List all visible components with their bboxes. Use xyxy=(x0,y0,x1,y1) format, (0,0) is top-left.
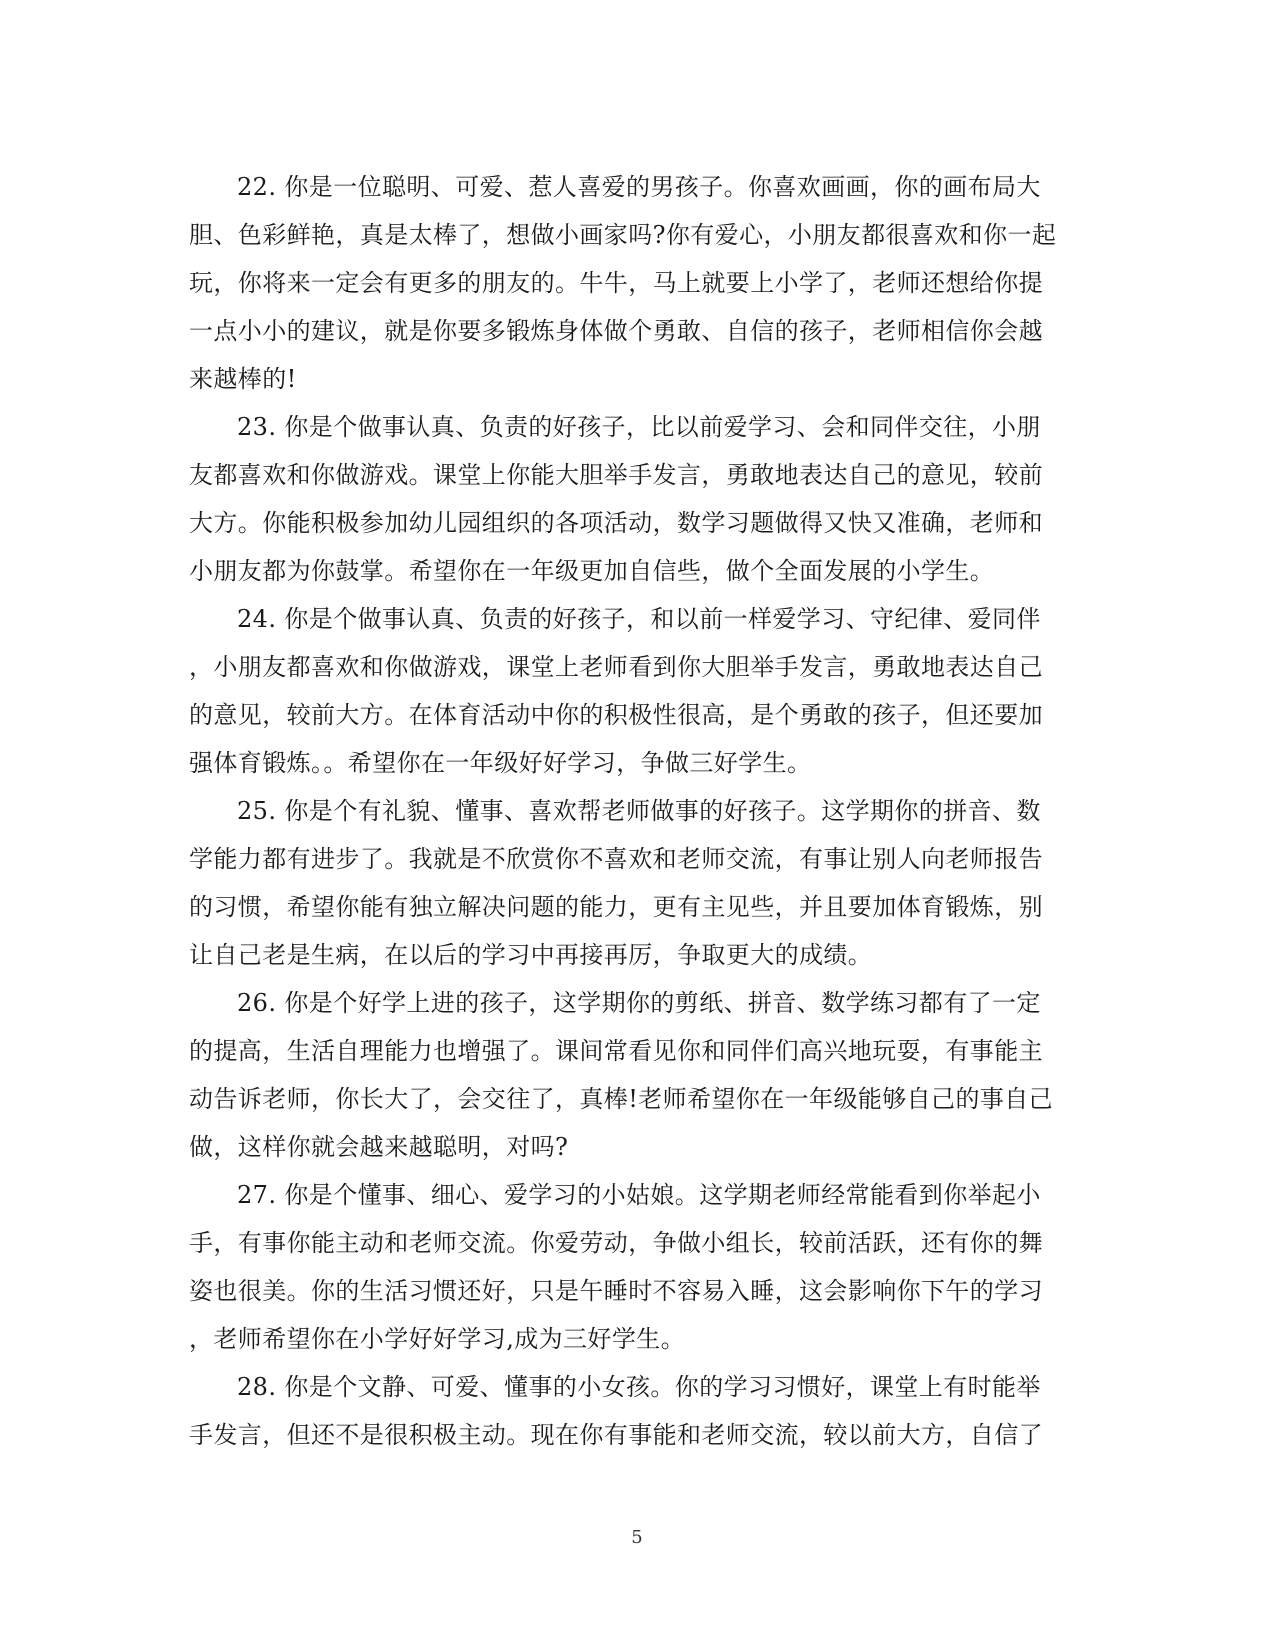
text-line: 一点小小的建议，就是你要多锻炼身体做个勇敢、自信的孩子，老师相信你会越 xyxy=(189,317,1043,345)
paragraph-25 xyxy=(189,787,1069,979)
text-line: 23. 你是个做事认真、负责的好孩子，比以前爱学习、会和同伴交往，小朋 xyxy=(237,413,1041,441)
text-line: 27. 你是个懂事、细心、爱学习的小姑娘。这学期老师经常能看到你举起小 xyxy=(237,1181,1041,1209)
text-line: 手，有事你能主动和老师交流。你爱劳动，争做小组长，较前活跃，还有你的舞 xyxy=(189,1229,1043,1257)
text-line: 做，这样你就会越来越聪明，对吗? xyxy=(189,1133,569,1161)
text-line: 小朋友都为你鼓掌。希望你在一年级更加自信些，做个全面发展的小学生。 xyxy=(189,557,995,585)
paragraph-26 xyxy=(189,979,1069,1171)
text-line: 的习惯，希望你能有独立解决问题的能力，更有主见些，并且要加体育锻炼，别 xyxy=(189,893,1043,921)
page-number: 5 xyxy=(631,1527,643,1548)
text-line: 学能力都有进步了。我就是不欣赏你不喜欢和老师交流，有事让别人向老师报告 xyxy=(189,845,1043,873)
text-line: 来越棒的! xyxy=(189,365,297,393)
text-line: 友都喜欢和你做游戏。课堂上你能大胆举手发言，勇敢地表达自己的意见，较前 xyxy=(189,461,1043,489)
text-line: 28. 你是个文静、可爱、懂事的小女孩。你的学习习惯好，课堂上有时能举 xyxy=(237,1373,1041,1401)
text-line: 玩，你将来一定会有更多的朋友的。牛牛，马上就要上小学了，老师还想给你提 xyxy=(189,269,1043,297)
text-line: 姿也很美。你的生活习惯还好，只是午睡时不容易入睡，这会影响你下午的学习 xyxy=(189,1277,1043,1305)
text-line: 24. 你是个做事认真、负责的好孩子，和以前一样爱学习、守纪律、爱同伴 xyxy=(237,605,1041,633)
text-line: 动告诉老师，你长大了，会交往了，真棒!老师希望你在一年级能够自己的事自己 xyxy=(189,1085,1054,1113)
paragraph-23 xyxy=(189,403,1069,595)
document-body xyxy=(189,163,1069,1459)
text-line: 胆、色彩鲜艳，真是太棒了，想做小画家吗?你有爱心，小朋友都很喜欢和你一起 xyxy=(189,221,1057,249)
text-line: 手发言，但还不是很积极主动。现在你有事能和老师交流，较以前大方，自信了 xyxy=(189,1421,1043,1449)
text-line: 的意见，较前大方。在体育活动中你的积极性很高，是个勇敢的孩子，但还要加 xyxy=(189,701,1043,729)
paragraph-27 xyxy=(189,1171,1069,1363)
text-line: 22. 你是一位聪明、可爱、惹人喜爱的男孩子。你喜欢画画，你的画布局大 xyxy=(237,173,1041,201)
text-line: 大方。你能积极参加幼儿园组织的各项活动，数学习题做得又快又准确，老师和 xyxy=(189,509,1043,537)
text-line: ，小朋友都喜欢和你做游戏，课堂上老师看到你大胆举手发言，勇敢地表达自己 xyxy=(189,653,1043,681)
text-line: 让自己老是生病，在以后的学习中再接再厉，争取更大的成绩。 xyxy=(189,941,873,969)
text-line: 26. 你是个好学上进的孩子，这学期你的剪纸、拼音、数学练习都有了一定 xyxy=(237,989,1041,1017)
text-line: 25. 你是个有礼貌、懂事、喜欢帮老师做事的好孩子。这学期你的拼音、数 xyxy=(237,797,1041,825)
text-line: 强体育锻炼。。希望你在一年级好好学习，争做三好学生。 xyxy=(189,749,812,777)
text-line: ，老师希望你在小学好好学习,成为三好学生。 xyxy=(189,1325,686,1353)
paragraph-28 xyxy=(189,1363,1069,1459)
paragraph-22 xyxy=(189,163,1069,403)
paragraph-24 xyxy=(189,595,1069,787)
text-line: 的提高，生活自理能力也增强了。课间常看见你和同伴们高兴地玩耍，有事能主 xyxy=(189,1037,1043,1065)
